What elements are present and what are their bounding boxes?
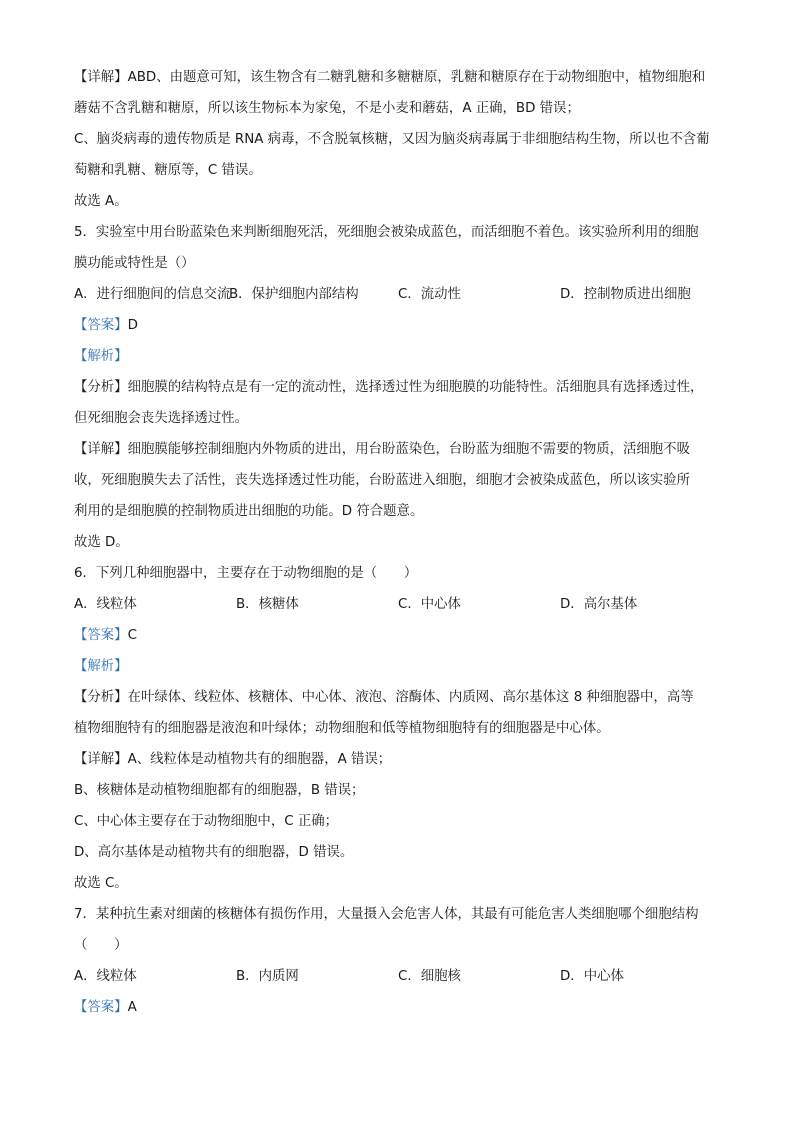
- q7-option-b: B．内质网: [236, 969, 299, 984]
- q5-answer: [74, 310, 724, 341]
- q6-fenxi-text-1: 在叶绿体、线粒体、核糖体、中心体、液泡、溶酶体、内质网、高尔基体这 8 种细胞器中，高等: [127, 690, 694, 705]
- q6-detail-line-1: [74, 744, 724, 775]
- answer-label: 【答案】: [74, 1000, 128, 1015]
- q6-option-b: B．核糖体: [236, 597, 299, 612]
- q6-conclusion: 故选 C。: [74, 876, 128, 891]
- q5-fenxi-line-1: [74, 372, 724, 403]
- q6-options: [74, 589, 724, 620]
- q5-fenxi-text-1: 细胞膜的结构特点是有一定的流动性，选择透过性为细胞膜的功能特性。活细胞具有选择透过性，: [127, 380, 704, 395]
- analysis-label: 【解析】: [74, 349, 128, 364]
- fenxi-label: 【分析】: [74, 690, 128, 705]
- document-content: [74, 62, 724, 1023]
- q4-detail-line-4: 萄糖和乳糖、糖原等，C 错误。: [74, 163, 262, 178]
- q4-detail-line-3: C、脑炎病毒的遗传物质是 RNA 病毒，不含脱氧核糖，又因为脑炎病毒属于非细胞结构生物，所以也不含葡: [74, 132, 710, 147]
- q5-fenxi-line-2: 但死细胞会丧失选择透过性。: [74, 411, 249, 426]
- q6-detail-line-2: B、核糖体是动植物细胞都有的细胞器，B 错误；: [74, 783, 365, 798]
- q6-fenxi-line-2: 植物细胞特有的细胞器是液泡和叶绿体；动物细胞和低等植物细胞特有的细胞器是中心体。: [74, 721, 610, 736]
- q5-option-a: A．进行细胞间的信息交流: [74, 287, 231, 302]
- q7-options: [74, 961, 724, 992]
- analysis-label: 【解析】: [74, 659, 128, 674]
- q5-detail-line-3: 利用的是细胞膜的控制物质进出细胞的功能。D 符合题意。: [74, 504, 424, 519]
- q6-detail-line-3: C、中心体主要存在于动物细胞中，C 正确；: [74, 814, 338, 829]
- q6-option-a: A．线粒体: [74, 597, 137, 612]
- detail-label: 【详解】: [74, 442, 128, 457]
- answer-label: 【答案】: [74, 318, 128, 333]
- q6-fenxi-line-1: [74, 682, 724, 713]
- q4-detail-text-1: ABD、由题意可知，该生物含有二糖乳糖和多糖糖原，乳糖和糖原存在于动物细胞中，植物细胞和: [127, 70, 706, 85]
- q5-detail-line-2: 收，死细胞膜失去了活性，丧失选择透过性功能，台盼蓝进入细胞，细胞才会被染成蓝色，所以该实验所: [74, 473, 690, 488]
- q7-stem-line-2: （ ）: [74, 938, 128, 953]
- q6-option-c: C．中心体: [398, 597, 461, 612]
- q6-answer: [74, 620, 724, 651]
- q5-stem-line-2: 膜功能或特性是（）: [74, 256, 195, 271]
- q7-option-d: D．中心体: [560, 969, 624, 984]
- fenxi-label: 【分析】: [74, 380, 128, 395]
- detail-label: 【详解】: [74, 752, 128, 767]
- q6-detail-text-1: A、线粒体是动植物共有的细胞器，A 错误；: [127, 752, 392, 767]
- q5-detail-text-1: 细胞膜能够控制细胞内外物质的进出，用台盼蓝染色，台盼蓝为细胞不需要的物质，活细胞不吸: [127, 442, 690, 457]
- q4-conclusion: 故选 A。: [74, 194, 128, 209]
- q7-option-c: C．细胞核: [398, 969, 461, 984]
- q6-answer-value: C: [127, 628, 137, 643]
- answer-label: 【答案】: [74, 628, 128, 643]
- q5-analysis-heading: [74, 341, 724, 372]
- q4-detail-line-2: 蘑菇不含乳糖和糖原，所以该生物标本为家兔，不是小麦和蘑菇，A 正确，BD 错误；: [74, 101, 580, 116]
- q5-option-b: B．保护细胞内部结构: [229, 287, 359, 302]
- q5-detail-line-1: [74, 434, 724, 465]
- q5-stem-line-1: 5．实验室中用台盼蓝染色来判断细胞死活，死细胞会被染成蓝色，而活细胞不着色。该实验所利用的细胞: [74, 225, 699, 240]
- q7-stem-line-1: 7．某种抗生素对细菌的核糖体有损伤作用，大量摄入会危害人体，其最有可能危害人类细胞哪个细胞结构: [74, 907, 699, 922]
- q6-detail-line-4: D、高尔基体是动植物共有的细胞器，D 错误。: [74, 845, 354, 860]
- q7-answer: [74, 992, 724, 1023]
- q5-answer-value: D: [127, 318, 138, 333]
- q5-option-c: C．流动性: [398, 287, 461, 302]
- q5-options: [74, 279, 724, 310]
- q5-conclusion: 故选 D。: [74, 535, 129, 550]
- detail-label: 【详解】: [74, 70, 128, 85]
- q6-stem: 6．下列几种细胞器中，主要存在于动物细胞的是（ ）: [74, 566, 418, 581]
- q7-option-a: A．线粒体: [74, 969, 137, 984]
- q5-option-d: D．控制物质进出细胞: [560, 287, 691, 302]
- q6-analysis-heading: [74, 651, 724, 682]
- q7-answer-value: A: [127, 1000, 137, 1015]
- q4-detail-line-1: [74, 62, 724, 93]
- q6-option-d: D．高尔基体: [560, 597, 638, 612]
